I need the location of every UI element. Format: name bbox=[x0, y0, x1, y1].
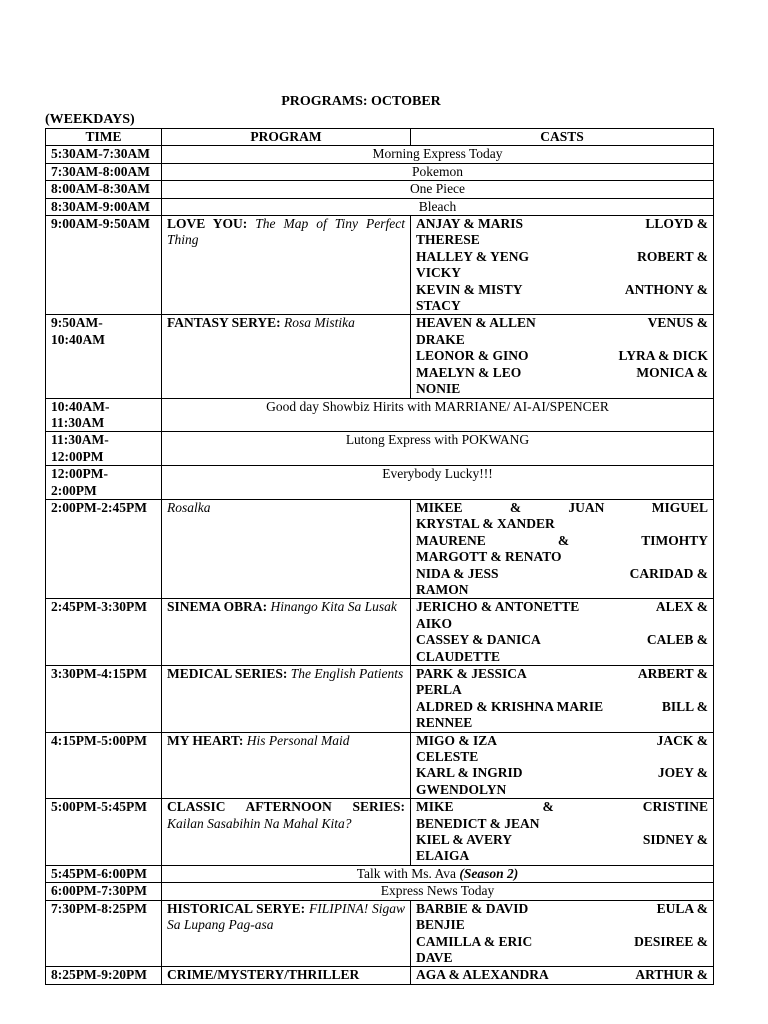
cast-line bbox=[416, 348, 708, 364]
cast-line bbox=[416, 566, 708, 582]
program-name: Pokemon bbox=[411, 163, 463, 179]
program-name: Express News Today bbox=[380, 883, 495, 899]
program-span-cell bbox=[162, 181, 714, 198]
cast-pair: CLAUDETTE bbox=[416, 648, 501, 664]
schedule-row bbox=[46, 315, 714, 398]
cast-line bbox=[416, 950, 708, 966]
program-name: Bleach bbox=[418, 198, 457, 214]
program-title: FILIPINA! Sigaw Sa Lupang Pag-asa bbox=[167, 900, 405, 933]
cast-word: MIKE bbox=[416, 799, 454, 815]
schedule-row bbox=[46, 198, 714, 215]
cast-pair-next: ROBERT & bbox=[637, 248, 708, 264]
schedule-row bbox=[46, 163, 714, 180]
cast-pair: NIDA & JESS bbox=[416, 565, 499, 581]
cast-pair: HEAVEN & ALLEN bbox=[416, 315, 536, 331]
cast-pair: JERICHO & ANTONETTE bbox=[416, 599, 580, 615]
program-span-cell bbox=[162, 198, 714, 215]
program-season: (Season 2) bbox=[459, 865, 519, 881]
cast-pair-next: CARIDAD & bbox=[629, 565, 708, 581]
cast-pair: BENJIE bbox=[416, 917, 465, 933]
cast-pair: KIEL & AVERY bbox=[416, 832, 513, 848]
program-span-cell bbox=[162, 163, 714, 180]
cast-pair-next: LLOYD & bbox=[645, 216, 708, 232]
cast-line bbox=[416, 649, 708, 665]
casts-cell bbox=[411, 666, 714, 733]
schedule-row bbox=[46, 216, 714, 315]
cast-line bbox=[416, 749, 708, 765]
time-end: 2:00PM bbox=[51, 482, 97, 498]
program-label: MEDICAL SERIES: bbox=[167, 666, 288, 681]
cast-line bbox=[416, 715, 708, 731]
cast-pair: DAVE bbox=[416, 949, 453, 965]
schedule-row bbox=[46, 900, 714, 967]
schedule-row bbox=[46, 599, 714, 666]
cast-pair: PARK & JESSICA bbox=[416, 666, 527, 681]
schedule-table bbox=[45, 128, 714, 985]
cast-pair-next: ARTHUR & bbox=[635, 967, 708, 983]
cast-pair: PERLA bbox=[416, 682, 462, 698]
cast-pair: ANJAY & MARIS bbox=[416, 216, 524, 232]
schedule-row bbox=[46, 181, 714, 198]
cast-line bbox=[416, 682, 708, 698]
program-cell bbox=[162, 799, 411, 866]
cast-word: MIKEE bbox=[416, 499, 463, 515]
schedule-row bbox=[46, 466, 714, 500]
cast-pair: KRYSTAL & XANDER bbox=[416, 516, 555, 532]
program-span-cell bbox=[162, 466, 714, 500]
program-title: The Map of Tiny Perfect Thing bbox=[167, 216, 405, 248]
cast-line bbox=[416, 332, 708, 348]
time-cell: 5:30AM-7:30AM bbox=[46, 146, 162, 163]
time-cell: 9:00AM-9:50AM bbox=[46, 216, 162, 315]
program-name: Lutong Express with POKWANG bbox=[345, 432, 530, 448]
cast-line bbox=[416, 549, 708, 565]
cast-word: & bbox=[542, 799, 554, 815]
cast-line bbox=[416, 500, 708, 516]
cast-pair-next: VENUS & bbox=[647, 315, 708, 331]
cast-line bbox=[416, 315, 708, 331]
program-span-cell bbox=[162, 883, 714, 900]
time-start: 10:40AM- bbox=[51, 398, 110, 414]
cast-pair: AGA & ALEXANDRA bbox=[416, 967, 549, 983]
casts-cell bbox=[411, 315, 714, 398]
program-title: Hinango Kita Sa Lusak bbox=[270, 599, 397, 615]
cast-pair: AIKO bbox=[416, 615, 453, 631]
cast-line bbox=[416, 901, 708, 917]
cast-pair-next: ANTHONY & bbox=[624, 281, 708, 297]
program-label: SINEMA OBRA: bbox=[167, 599, 268, 615]
cast-pair: BENEDICT & JEAN bbox=[416, 815, 540, 831]
schedule-row bbox=[46, 732, 714, 799]
cast-line bbox=[416, 365, 708, 381]
casts-header: CASTS bbox=[411, 129, 714, 146]
cast-pair-next: LYRA & DICK bbox=[618, 348, 708, 364]
program-name: Everybody Lucky!!! bbox=[382, 466, 493, 482]
cast-pair: CELESTE bbox=[416, 749, 479, 765]
cast-line bbox=[416, 848, 708, 864]
time-start: 11:30AM- bbox=[51, 432, 109, 448]
time-cell bbox=[46, 466, 162, 500]
program-label: CLASSIC AFTERNOON SERIES: bbox=[167, 799, 405, 815]
program-name: Good day Showbiz Hirits with MARRIANE/ AI-AI/SPENCER bbox=[266, 398, 609, 414]
time-cell: 8:00AM-8:30AM bbox=[46, 181, 162, 198]
cast-pair: GWENDOLYN bbox=[416, 781, 507, 797]
casts-cell bbox=[411, 900, 714, 967]
cast-word: & bbox=[509, 499, 522, 515]
time-cell: 2:45PM-3:30PM bbox=[46, 599, 162, 666]
cast-line bbox=[416, 666, 708, 682]
time-cell: 8:30AM-9:00AM bbox=[46, 198, 162, 215]
program-cell bbox=[162, 967, 411, 984]
program-span-cell bbox=[162, 398, 714, 432]
schedule-row bbox=[46, 883, 714, 900]
program-title: Rosalka bbox=[167, 499, 211, 515]
cast-line bbox=[416, 782, 708, 798]
program-cell bbox=[162, 216, 411, 315]
cast-pair: VICKY bbox=[416, 265, 462, 281]
time-end: 12:00PM bbox=[51, 448, 104, 464]
cast-line bbox=[416, 216, 708, 232]
casts-cell bbox=[411, 967, 714, 984]
cast-pair: MARGOTT & RENATO bbox=[416, 549, 562, 565]
cast-word: MIGUEL bbox=[651, 499, 708, 515]
cast-pair-next: CALEB & bbox=[646, 632, 708, 648]
cast-line bbox=[416, 265, 708, 281]
cast-pair: RENNEE bbox=[416, 715, 473, 731]
time-cell: 4:15PM-5:00PM bbox=[46, 732, 162, 799]
cast-line bbox=[416, 733, 708, 749]
program-name: Morning Express Today bbox=[372, 146, 503, 162]
program-cell bbox=[162, 599, 411, 666]
time-cell bbox=[46, 432, 162, 466]
cast-line bbox=[416, 516, 708, 532]
cast-pair-next: DESIREE & bbox=[634, 933, 708, 949]
cast-word: CRISTINE bbox=[642, 799, 708, 815]
time-start: 9:50AM- bbox=[51, 315, 103, 331]
cast-pair: ALDRED & KRISHNA MARIE bbox=[416, 698, 604, 714]
cast-word: JUAN bbox=[568, 499, 605, 515]
program-label: FANTASY SERYE: bbox=[167, 315, 281, 331]
cast-line bbox=[416, 249, 708, 265]
program-title: Rosa Mistika bbox=[284, 315, 355, 331]
cast-pair-next: SIDNEY & bbox=[642, 832, 708, 848]
cast-pair: STACY bbox=[416, 298, 461, 314]
cast-line bbox=[416, 934, 708, 950]
cast-line bbox=[416, 381, 708, 397]
cast-pair: CAMILLA & ERIC bbox=[416, 933, 533, 949]
program-span-cell bbox=[162, 146, 714, 163]
cast-pair-next: EULA & bbox=[656, 900, 708, 916]
time-cell: 8:25PM-9:20PM bbox=[46, 967, 162, 984]
cast-pair: THERESE bbox=[416, 232, 480, 248]
cast-pair: ELAIGA bbox=[416, 848, 470, 864]
schedule-row bbox=[46, 146, 714, 163]
schedule-row bbox=[46, 499, 714, 598]
program-title: His Personal Maid bbox=[246, 732, 350, 748]
header-row bbox=[46, 129, 714, 146]
cast-line bbox=[416, 967, 708, 983]
program-cell bbox=[162, 666, 411, 733]
schedule-row bbox=[46, 666, 714, 733]
schedule-row bbox=[46, 398, 714, 432]
cast-pair: HALLEY & YENG bbox=[416, 248, 530, 264]
schedule-row bbox=[46, 799, 714, 866]
casts-cell bbox=[411, 599, 714, 666]
time-cell: 6:00PM-7:30PM bbox=[46, 883, 162, 900]
cast-pair-next: ALEX & bbox=[655, 599, 708, 615]
section-label: (WEEKDAYS) bbox=[45, 112, 135, 127]
time-cell: 5:45PM-6:00PM bbox=[46, 865, 162, 882]
cast-line bbox=[416, 816, 708, 832]
cast-pair-next: BILL & bbox=[661, 698, 708, 714]
casts-cell bbox=[411, 799, 714, 866]
cast-pair: KEVIN & MISTY bbox=[416, 281, 523, 297]
cast-line bbox=[416, 616, 708, 632]
program-label: CRIME/MYSTERY/THRILLER bbox=[167, 967, 360, 983]
time-cell: 3:30PM-4:15PM bbox=[46, 666, 162, 733]
cast-pair-next: MONICA & bbox=[636, 364, 708, 380]
program-header: PROGRAM bbox=[162, 129, 411, 146]
cast-pair: LEONOR & GINO bbox=[416, 348, 529, 364]
program-label: HISTORICAL SERYE: bbox=[167, 900, 306, 916]
cast-line bbox=[416, 799, 708, 815]
cast-word: & bbox=[557, 532, 570, 548]
program-cell bbox=[162, 732, 411, 799]
document-title: PROGRAMS: OCTOBER bbox=[281, 94, 441, 109]
time-cell bbox=[46, 398, 162, 432]
cast-line bbox=[416, 699, 708, 715]
cast-line bbox=[416, 599, 708, 615]
cast-pair: MIGO & IZA bbox=[416, 732, 497, 748]
schedule-row bbox=[46, 865, 714, 882]
cast-line bbox=[416, 232, 708, 248]
time-start: 12:00PM- bbox=[51, 466, 108, 482]
cast-pair: BARBIE & DAVID bbox=[416, 900, 529, 916]
schedule-row bbox=[46, 432, 714, 466]
program-cell bbox=[162, 315, 411, 398]
cast-word: TIMOHTY bbox=[641, 532, 708, 548]
cast-line bbox=[416, 582, 708, 598]
cast-pair: NONIE bbox=[416, 381, 461, 397]
program-cell bbox=[162, 499, 411, 598]
time-header: TIME bbox=[46, 129, 162, 146]
program-span-cell bbox=[162, 432, 714, 466]
time-cell bbox=[46, 315, 162, 398]
schedule-row bbox=[46, 967, 714, 984]
cast-line bbox=[416, 282, 708, 298]
program-name: One Piece bbox=[409, 181, 466, 197]
casts-cell bbox=[411, 732, 714, 799]
program-label: MY HEART: bbox=[167, 732, 244, 748]
program-title: Kailan Sasabihin Na Mahal Kita? bbox=[167, 815, 352, 831]
time-end: 11:30AM bbox=[51, 414, 105, 430]
program-label: LOVE YOU: bbox=[167, 216, 248, 232]
time-end: 10:40AM bbox=[51, 331, 105, 347]
time-cell: 7:30PM-8:25PM bbox=[46, 900, 162, 967]
cast-line bbox=[416, 632, 708, 648]
casts-cell bbox=[411, 499, 714, 598]
cast-line bbox=[416, 765, 708, 781]
program-cell bbox=[162, 900, 411, 967]
cast-word: MAURENE bbox=[416, 532, 486, 548]
cast-pair-next: JOEY & bbox=[657, 765, 708, 781]
cast-pair: RAMON bbox=[416, 581, 469, 597]
program-name: Talk with Ms. Ava bbox=[356, 865, 460, 881]
time-cell: 5:00PM-5:45PM bbox=[46, 799, 162, 866]
cast-line bbox=[416, 298, 708, 314]
cast-pair-next: ARBERT & bbox=[637, 666, 708, 681]
cast-line bbox=[416, 917, 708, 933]
cast-pair: CASSEY & DANICA bbox=[416, 632, 541, 648]
program-title: The English Patients bbox=[290, 666, 404, 681]
time-cell: 7:30AM-8:00AM bbox=[46, 163, 162, 180]
cast-pair: DRAKE bbox=[416, 331, 465, 347]
cast-pair-next: JACK & bbox=[656, 732, 708, 748]
cast-pair: MAELYN & LEO bbox=[416, 364, 522, 380]
cast-line bbox=[416, 533, 708, 549]
cast-line bbox=[416, 832, 708, 848]
time-cell: 2:00PM-2:45PM bbox=[46, 499, 162, 598]
program-span-cell bbox=[162, 865, 714, 882]
cast-pair: KARL & INGRID bbox=[416, 765, 523, 781]
casts-cell bbox=[411, 216, 714, 315]
